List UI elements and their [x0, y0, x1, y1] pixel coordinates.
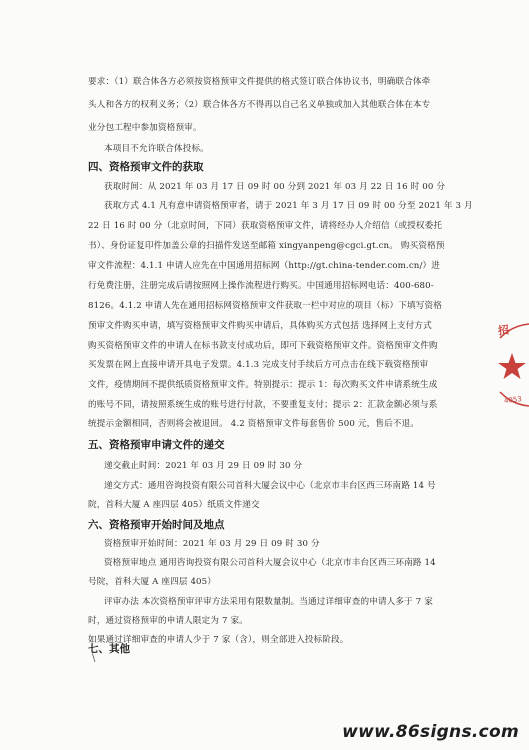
text-line: 如果通过详细审查的申请人少于 7 家（含），则全部进入投标阶段。 — [88, 635, 349, 645]
seal-number: 4053 — [503, 395, 523, 405]
text-line: 的账号不同，请按照系统生成的账号进行付款，不要重复支付；提示 2：汇款金额必须与系 — [88, 400, 438, 410]
seal-icon — [490, 318, 529, 408]
text-line: 行免费注册，注册完成后请按照网上操作流程进行购买。中国通用招标网电话：400-680- — [88, 281, 434, 291]
text-line: 时，通过资格预审的申请人限定为 7 家。 — [88, 616, 249, 626]
seal-text: 招 — [497, 323, 510, 338]
text-line: 购买资格预审文件的申请人在标书款支付成功后，即可下载资格预审文件。资格预审文件购 — [88, 341, 438, 351]
text-line: 资格预审地点 通用咨询投资有限公司首科大厦会议中心（北京市丰台区西三环南路 14 — [104, 558, 436, 568]
text-line: 递交截止时间：2021 年 03 月 29 日 09 时 30 分 — [104, 461, 303, 471]
text-line: 业分包工程中参加资格预审。 — [88, 123, 202, 133]
text-line: 买发票在网上直接申请开具电子发票。4.1.3 完成支付手续后方可点击在线下载资格预审 — [88, 360, 429, 370]
text-line: 本项目不允许联合体投标。 — [104, 144, 209, 154]
text-line: 预审文件购买申请，填写资格预审文件购买申请后，具体购买方式包括 选择网上支付方式 — [88, 321, 432, 331]
section-heading-7: 七、其他 — [88, 643, 130, 655]
seal-stamp-fragment — [490, 318, 529, 408]
text-line: 22 日 16 时 00 分（北京时间，下同）获取资格预审文件，请将经办人介绍信（或授权委托 — [88, 221, 443, 231]
text-line: 递交方式：通用咨询投资有限公司首科大厦会议中心（北京市丰台区西三环南路 14 号 — [104, 481, 436, 491]
text-line: 8126。4.1.2 申请人先在通用招标网资格预审文件获取一栏中对应的项目（标）下填写资格 — [88, 301, 443, 311]
text-line: 审文件流程：4.1.1 申请人应先在中国通用招标网（http://gt.china-tender.com.cn/）进 — [88, 261, 441, 271]
watermark-text: www.86signs.com — [342, 722, 519, 742]
section-heading-5: 五、资格预审申请文件的递交 — [88, 439, 225, 451]
text-line: 文件，疫情期间不提供纸质资格预审文件。特别提示：提示 1：每次购买文件申请系统生成 — [88, 380, 438, 390]
text-line: 统提示金额相同，否则将会被退回。 4.2 资格预审文件每套售价 500 元，售后不退。 — [88, 419, 420, 429]
text-line: 获取时间：从 2021 年 03 月 17 日 09 时 00 分到 2021 年 03 月 22 日 16 时 00 分 — [104, 182, 446, 192]
section-heading-4: 四、资格预审文件的获取 — [88, 161, 204, 173]
section-heading-6: 六、资格预审开始时间及地点 — [88, 519, 225, 531]
text-line: 书）、身份证复印件加盖公章的扫描件发送至邮箱 xingyanpeng@cgci.gt.cn。 购买资格预 — [88, 241, 445, 251]
text-line: 资格预审开始时间：2021 年 03 月 29 日 09 时 30 分 — [104, 539, 320, 549]
text-line: 头人和各方的权利义务；（2）联合体各方不得再以自己名义单独或加入其他联合体在本专 — [88, 100, 431, 110]
text-line: 院，首科大厦 A 座四层 405）纸质文件递交 — [88, 500, 260, 510]
text-line: 要求：（1）联合体各方必须按资格预审文件提供的格式签订联合体协议书，明确联合体牵 — [88, 77, 431, 87]
text-line: 评审办法 本次资格预审评审方法采用有限数量制。当通过详细审查的申请人多于 7 家 — [104, 597, 434, 607]
text-line: 获取方式 4.1 凡有意申请资格预审者，请于 2021 年 3 月 17 日 09 时 00 分至 2021 年 3 月 — [104, 201, 473, 211]
text-line: 号院，首科大厦 A 座四层 405） — [88, 577, 217, 587]
handwritten-mark: \ — [92, 653, 96, 664]
